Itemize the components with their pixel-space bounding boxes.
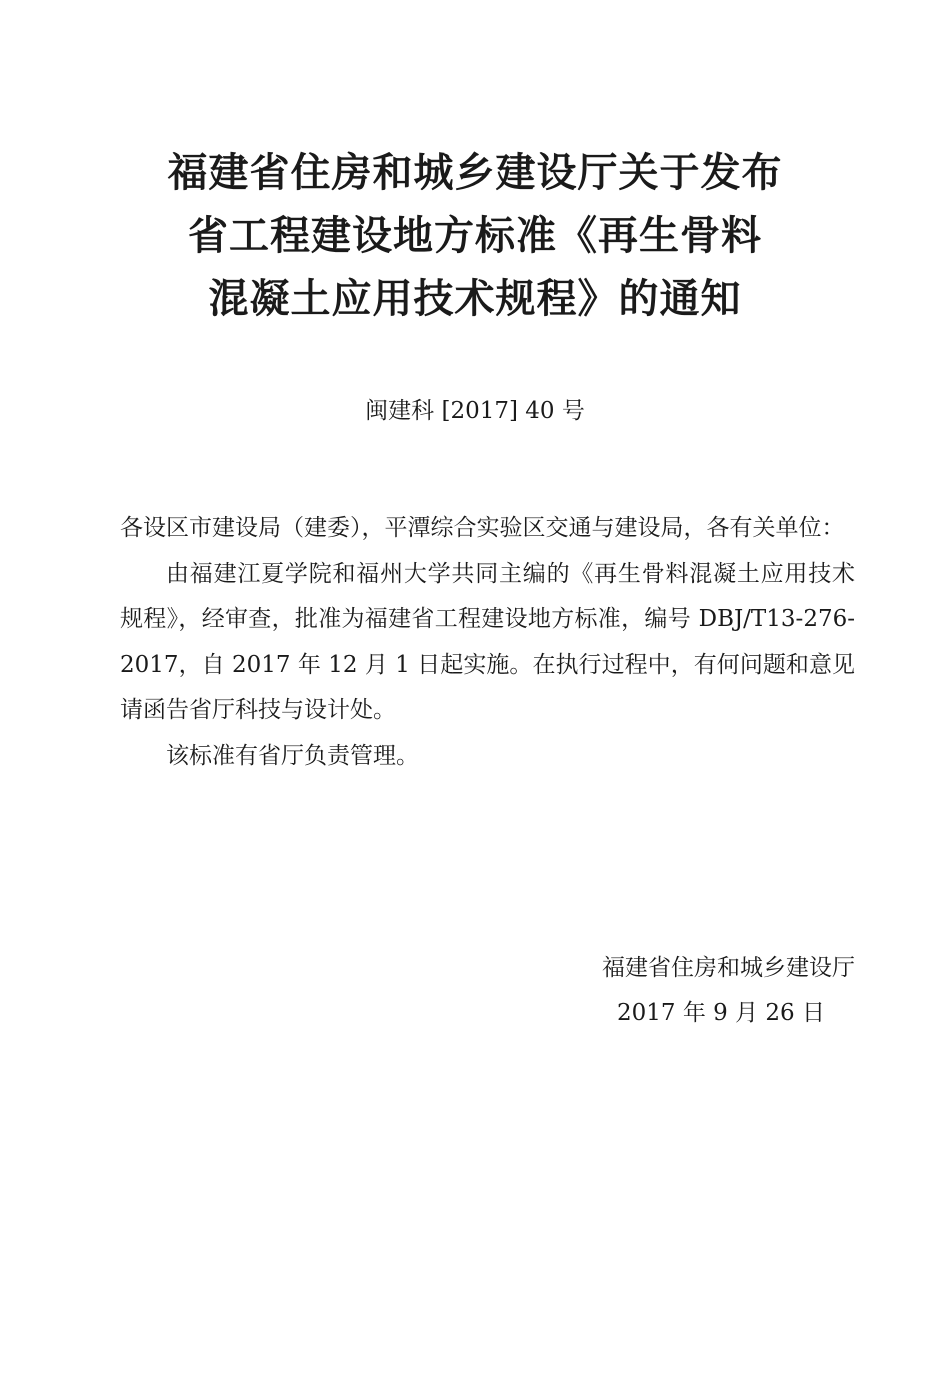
body-paragraph: 该标准有省厅负责管理。 <box>166 742 419 769</box>
document-body <box>120 506 855 779</box>
title-line-1: 福建省住房和城乡建设厅关于发布 <box>167 150 783 196</box>
body-paragraph: 由福建江夏学院和福州大学共同主编的《再生骨料混凝土应用技术规程》，经审查，批准为福建省工程建设地方标准，编号 DBJ/T13-276-2017，自 2017 年 12 月 1 日起实施。在执行过程中，有何问题和意见请函告省厅科技与设计处。 <box>120 560 855 723</box>
issue-date: 2017 年 9 月 26 日 <box>617 1000 825 1026</box>
document-title <box>120 142 830 331</box>
title-line-2: 省工程建设地方标准《再生骨料 <box>188 213 762 259</box>
document-number: 闽建科 [2017] 40 号 <box>365 398 585 424</box>
title-line-3: 混凝土应用技术规程》的通知 <box>208 276 742 322</box>
addressee: 各设区市建设局（建委），平潭综合实验区交通与建设局，各有关单位： <box>120 515 845 541</box>
issuing-organization: 福建省住房和城乡建设厅 <box>602 955 855 981</box>
signature-block <box>520 946 855 1036</box>
